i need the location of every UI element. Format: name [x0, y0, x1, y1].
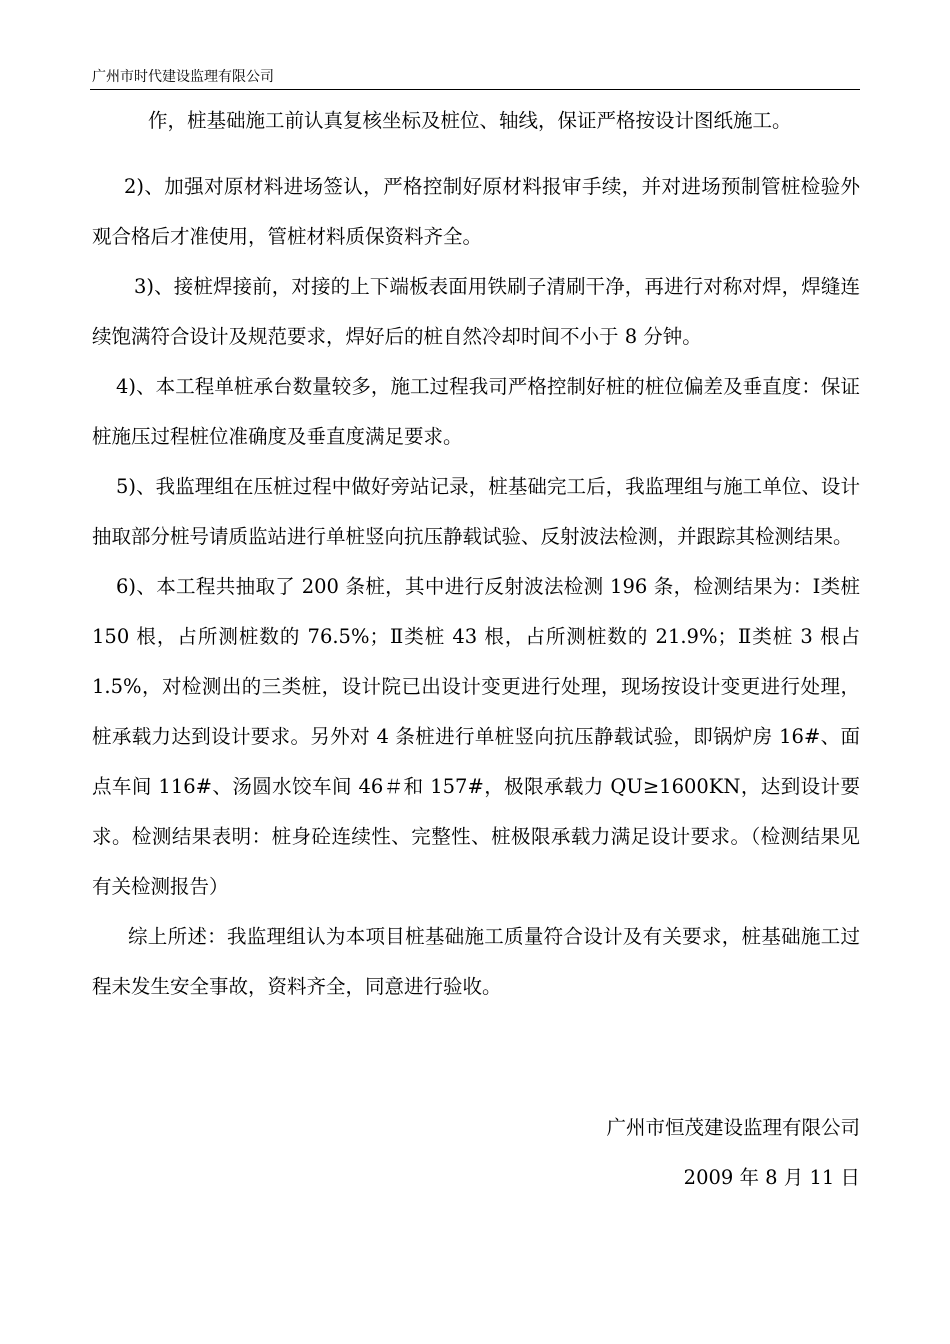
signature-date: 2009 年 8 月 11 日: [683, 1166, 860, 1189]
page-header-company: 广州市时代建设监理有限公司: [92, 69, 274, 85]
paragraph-7: 综上所述：我监理组认为本项目桩基础施工质量符合设计及有关要求，桩基础施工过程未发生安全事故，资料齐全，同意进行验收。: [92, 925, 860, 998]
paragraph-6: 6)、本工程共抽取了 200 条桩，其中进行反射波法检测 196 条，检测结果为：Ⅰ类桩 150 根，占所测桩数的 76.5%；Ⅱ类桩 43 根，占所测桩数的 21.9%；Ⅱ类桩 3 根占 1.5%，对检测出的三类桩，设计院已出设计变更进行处理，现场按设计变更进行处理，桩承载力达到设计要求。另外对 4 条桩进行单桩竖向抗压静载试验，即锅炉房 16#、面点车间 116#、汤圆水饺车间 46＃和 157#，极限承载力 QU≥1600KN，达到设计要求。检测结果表明：桩身砼连续性、完整性、桩极限承载力满足设计要求。（检测结果见有关检测报告）: [92, 575, 860, 898]
paragraph-3: 3)、接桩焊接前，对接的上下端板表面用铁刷子清刷干净，再进行对称对焊，焊缝连续饱满符合设计及规范要求，焊好后的桩自然冷却时间不小于 8 分钟。: [92, 275, 860, 348]
signature-company: 广州市恒茂建设监理有限公司: [606, 1116, 860, 1139]
paragraph-5: 5)、我监理组在压桩过程中做好旁站记录，桩基础完工后，我监理组与施工单位、设计抽取部分桩号请质监站进行单桩竖向抗压静载试验、反射波法检测，并跟踪其检测结果。: [92, 475, 860, 548]
paragraph-4: 4)、本工程单桩承台数量较多，施工过程我司严格控制好桩的桩位偏差及垂直度：保证桩施压过程桩位准确度及垂直度满足要求。: [92, 375, 860, 448]
paragraph-2: 2)、加强对原材料进场签认，严格控制好原材料报审手续，并对进场预制管桩检验外观合格后才准使用，管桩材料质保资料齐全。: [92, 175, 860, 248]
header-divider: [90, 89, 860, 90]
paragraph-1: 作，桩基础施工前认真复核坐标及桩位、轴线，保证严格按设计图纸施工。: [148, 109, 792, 132]
document-body: [92, 96, 860, 1012]
